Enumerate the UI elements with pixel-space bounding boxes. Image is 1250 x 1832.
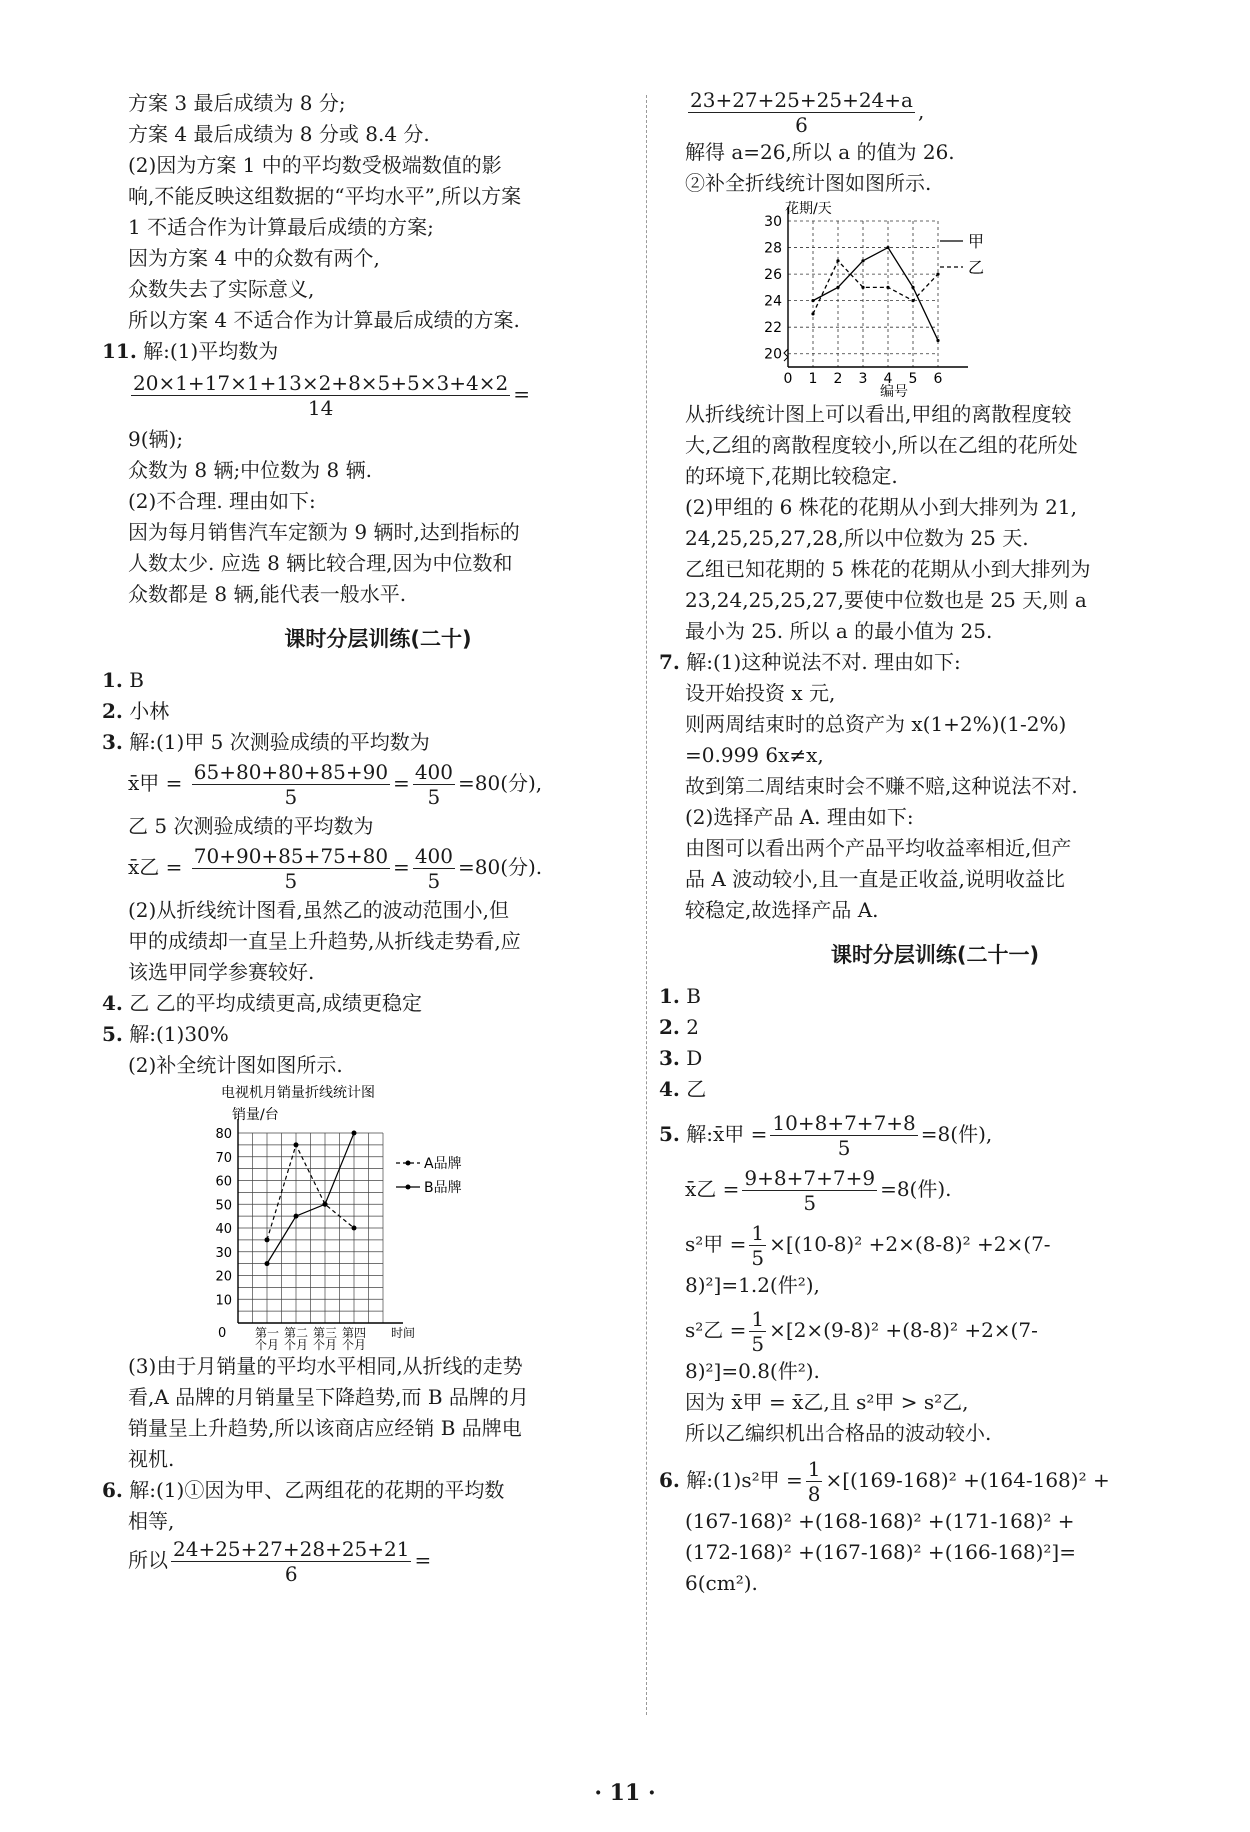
q11-number: 11. (102, 339, 137, 363)
q7-head (659, 647, 1185, 678)
answer-b2-number: 2. (659, 1015, 680, 1039)
answer-b3 (659, 1043, 1185, 1074)
chart1-grid (238, 1119, 403, 1323)
rl2-line: 乙组已知花期的 5 株花的花期从小到大排列为 (685, 557, 1091, 581)
b5-s2-den: 5 (751, 1332, 765, 1356)
p10-line: 方案 4 最后成绩为 8 分或 8.4 分. (128, 122, 430, 146)
p10-line: 响,不能反映这组数据的“平均水平”,所以方案 (128, 184, 522, 208)
answer-6-number: 6. (102, 1478, 123, 1502)
chart1-point (352, 1131, 357, 1136)
tv-sales-line-chart (188, 1081, 488, 1351)
answer-6-formula (128, 1537, 628, 1586)
q11-lines (128, 424, 628, 610)
chart2-xtick: 3 (858, 371, 868, 387)
answer-3-part2 (128, 895, 628, 988)
q11lines-line: 人数太少. 应选 8 辆比较合理,因为中位数和 (128, 551, 513, 575)
jia-num-1: 65+80+80+85+90 (193, 760, 389, 784)
answer-1 (102, 665, 628, 696)
b6-e: 6(cm²). (685, 1571, 758, 1595)
chart2-point (836, 259, 839, 262)
rl2-line: 大,乙组的离散程度较小,所以在乙组的花所处 (685, 433, 1078, 457)
chart2-point (861, 259, 864, 262)
b5-s2-a: ×[2×(9-8)² +(8-8)² +2×(7- (769, 1318, 1038, 1342)
p10-line: 所以方案 4 不适合作为计算最后成绩的方案. (128, 308, 520, 332)
b5-s1-num: 1 (751, 1221, 765, 1245)
a5p3-line: 看,A 品牌的月销量呈下降趋势,而 B 品牌的月 (128, 1385, 529, 1409)
a3p2-line: (2)从折线统计图看,虽然乙的波动范围小,但 (128, 898, 510, 922)
answer-6-fraction (171, 1537, 411, 1586)
answer-6-num: 24+25+27+28+25+21 (173, 1537, 410, 1561)
answer-1-number: 1. (102, 668, 123, 692)
chart1-ticks (215, 1127, 415, 1351)
q7-line: 由图可以看出两个产品平均收益率相近,但产 (685, 836, 1072, 860)
chart1-point (294, 1214, 299, 1219)
p10-line: 众数失去了实际意义, (128, 277, 315, 301)
r-fraction (688, 88, 915, 137)
q11lines-line: 众数为 8 辆;中位数为 8 辆. (128, 458, 372, 482)
chart2-xtick: 5 (908, 371, 918, 387)
yi-mean-symbol: x̄乙 = (128, 855, 183, 879)
q11-numerator: 20×1+17×1+13×2+8×5+5×3+4×2 (133, 371, 509, 395)
b6-num: 1 (807, 1457, 821, 1481)
b5-yi-fraction (742, 1166, 877, 1215)
jia-result: =80(分), (458, 771, 543, 795)
rl2-line: 的环境下,花期比较稳定. (685, 464, 898, 488)
chart2-xtick: 0 (783, 371, 793, 387)
chart1-ytick: 10 (215, 1293, 232, 1309)
section-title-20: 课时分层训练(二十) (284, 627, 472, 651)
rl2-line: 最小为 25. 所以 a 的最小值为 25. (685, 619, 993, 643)
chart1-xtick: 第四 (341, 1326, 367, 1340)
answer-4 (102, 988, 628, 1019)
rl2-line: 从折线统计图上可以看出,甲组的离散程度较 (685, 402, 1072, 426)
answer-b4-text: 乙 (686, 1077, 707, 1101)
b5-s1-a: ×[(10-8)² +2×(8-8)² +2×(7- (769, 1232, 1051, 1256)
chart1-legend (396, 1155, 462, 1196)
chart2-ytick: 26 (764, 267, 782, 284)
answer-5-part3 (128, 1351, 628, 1475)
b6-a: ×[(169-168)² +(164-168)² + (825, 1468, 1110, 1492)
chart1-legend-dot (406, 1185, 411, 1190)
q11-equals: = (513, 382, 530, 406)
q11lines-line: 因为每月销售汽车定额为 9 辆时,达到指标的 (128, 520, 520, 544)
r-tail: , (917, 99, 925, 123)
jia-num-2: 400 (414, 760, 453, 784)
answer-b2 (659, 1012, 1185, 1043)
chart1-origin: 0 (218, 1326, 227, 1341)
chart1-legend-label: A品牌 (424, 1156, 462, 1172)
rl2-line: 24,25,25,27,28,所以中位数为 25 天. (685, 526, 1029, 550)
answer-b6 (659, 1457, 1185, 1506)
answer-5-number: 5. (102, 1022, 123, 1046)
chart2-point (936, 339, 939, 342)
left-column (102, 88, 628, 1586)
chart1-xlabel: 时间 (391, 1326, 416, 1340)
chart1-point (352, 1226, 357, 1231)
b5-s1-den: 5 (751, 1246, 765, 1270)
answer-2 (102, 696, 628, 727)
answer-6 (102, 1475, 628, 1506)
answer-5 (102, 1019, 628, 1050)
b5-jia-den: 5 (837, 1136, 851, 1160)
chart1-ytick: 60 (215, 1174, 232, 1190)
q11-formula (128, 371, 628, 420)
jia-eq: = (393, 771, 410, 795)
b5-yi-result: =8(件). (880, 1177, 952, 1201)
answer-b1 (659, 981, 1185, 1012)
chart2-ylabel: 花期/天 (785, 201, 832, 217)
answer-3-yi-intro: 乙 5 次测验成绩的平均数为 (128, 814, 374, 838)
answer-b5-s2 (685, 1307, 1185, 1356)
q11-answer (102, 336, 628, 367)
chart2-legend-label: 甲 (968, 232, 985, 251)
answer-3 (102, 727, 628, 758)
rl1-line: 解得 a=26,所以 a 的值为 26. (685, 140, 955, 164)
section-title-21: 课时分层训练(二十一) (830, 943, 1040, 967)
chart2-xtick: 1 (808, 371, 818, 387)
q7-line: 较稳定,故选择产品 A. (685, 898, 879, 922)
chart2-xtick: 4 (883, 371, 893, 387)
answer-b5-yi (685, 1166, 1185, 1215)
answer-b1-text: B (686, 984, 701, 1008)
answer-3-number: 3. (102, 730, 123, 754)
b5-yi-lhs: x̄乙 = (685, 1177, 740, 1201)
r-lines-2 (685, 399, 1185, 647)
b5-conclusion-2: 所以乙编织机出合格品的波动较小. (685, 1421, 992, 1445)
answer-3-yi-formula (128, 844, 628, 893)
q7-number: 7. (659, 650, 680, 674)
rl1-line: ②补全折线统计图如图所示. (685, 171, 932, 195)
jia-fraction-2 (413, 760, 455, 809)
answer-3-intro: 解:(1)甲 5 次测验成绩的平均数为 (129, 730, 430, 754)
answer-5-p2: (2)补全统计图如图所示. (128, 1053, 343, 1077)
b5-jia-fraction (770, 1111, 917, 1160)
b6-den: 8 (807, 1482, 821, 1506)
chart2-legend (940, 232, 984, 277)
chart1-xtick: 个月 (312, 1338, 338, 1351)
chart1-point (323, 1202, 328, 1207)
chart1-legend-dot (406, 1161, 411, 1166)
r-den: 6 (795, 113, 808, 137)
jia-den-1: 5 (284, 785, 298, 809)
yi-eq: = (393, 855, 410, 879)
b5-yi-den: 5 (803, 1191, 817, 1215)
chart2-series-line-乙 (813, 261, 938, 314)
p10-line: (2)因为方案 1 中的平均数受极端数值的影 (128, 153, 502, 177)
b5-jia-lhs: 解:x̄甲 = (686, 1122, 768, 1146)
q11lines-line: 9(辆); (128, 427, 184, 451)
answer-4-number: 4. (102, 991, 123, 1015)
answer-b5-s1 (685, 1221, 1185, 1270)
b5-conclusion-1: 因为 x̄甲 = x̄乙,且 s²甲 > s²乙, (685, 1390, 969, 1414)
b5-s2-lhs: s²乙 = (685, 1318, 747, 1342)
q11lines-line: (2)不合理. 理由如下: (128, 489, 316, 513)
jia-fraction-1 (192, 760, 390, 809)
answer-6-pre: 所以 (128, 1548, 168, 1572)
a3p2-line: 该选甲同学参赛较好. (128, 960, 315, 984)
rl2-line: 23,24,25,25,27,要使中位数也是 25 天,则 a (685, 588, 1087, 612)
p10-line: 1 不适合作为计算最后成绩的方案; (128, 215, 434, 239)
q7-line: 故到第二周结束时会不赚不赔,这种说法不对. (685, 774, 1078, 798)
b6-fraction (806, 1457, 823, 1506)
answer-b2-text: 2 (686, 1015, 699, 1039)
page-number: · 11 · (594, 1780, 656, 1806)
chart1-legend-label: B品牌 (424, 1180, 462, 1196)
answer-5-p1: 解:(1)30% (129, 1022, 229, 1046)
chart2-point (911, 286, 914, 289)
chart1-xtick: 第二 (283, 1326, 309, 1340)
chart2-ytick: 20 (764, 346, 782, 363)
chart2-point (861, 286, 864, 289)
chart2-ytick: 30 (764, 214, 782, 230)
answer-b4 (659, 1074, 1185, 1105)
a5p3-line: (3)由于月销量的平均水平相同,从折线的走势 (128, 1354, 523, 1378)
b5-s2-num: 1 (751, 1307, 765, 1331)
r-num: 23+27+25+25+24+a (690, 88, 913, 112)
q11-intro: 解:(1)平均数为 (143, 339, 279, 363)
answer-2-text: 小林 (129, 699, 170, 723)
b5-s1-fraction (749, 1221, 766, 1270)
chart1-xtick: 个月 (254, 1338, 280, 1351)
answer-6-p2: 相等, (128, 1509, 175, 1533)
yi-fraction-1 (192, 844, 390, 893)
r-lines-1 (685, 137, 1185, 199)
r-formula (685, 88, 1185, 137)
yi-den-2: 5 (427, 869, 441, 893)
yi-result: =80(分). (458, 855, 543, 879)
q7-line: 则两周结束时的总资产为 x(1+2%)(1-2%) (685, 712, 1067, 736)
answer-6-eq: = (414, 1548, 432, 1572)
b6-b: (167-168)² +(168-168)² +(171-168)² + (685, 1509, 1075, 1533)
chart1-point (294, 1142, 299, 1147)
b5-s2-b: 8)²]=0.8(件²). (685, 1359, 820, 1383)
a5p3-line: 销量呈上升趋势,所以该商店应经销 B 品牌电 (128, 1416, 522, 1440)
p10-line: 方案 3 最后成绩为 8 分; (128, 91, 346, 115)
q7-lines (685, 678, 1185, 926)
right-column (659, 88, 1185, 1599)
yi-fraction-2 (413, 844, 455, 893)
chart1-ytick: 40 (215, 1222, 232, 1237)
chart2-series (811, 246, 939, 342)
yi-num-2: 400 (414, 844, 453, 868)
chart1-xtick: 个月 (283, 1338, 309, 1351)
column-divider (646, 95, 647, 1715)
b5-s1-lhs: s²甲 = (685, 1232, 747, 1256)
chart1-xtick: 第一 (254, 1326, 280, 1340)
chart1-ytick: 70 (215, 1150, 232, 1166)
q11lines-line: 众数都是 8 辆,能代表一般水平. (128, 582, 407, 606)
b5-jia-result: =8(件), (920, 1122, 993, 1146)
chart1-point (265, 1237, 270, 1242)
chart2-xtick: 2 (833, 371, 843, 387)
chart2-point (886, 246, 889, 249)
q7-line: 设开始投资 x 元, (685, 681, 836, 705)
answer-b1-number: 1. (659, 984, 680, 1008)
chart2-ytick: 22 (764, 320, 782, 337)
answer-2-number: 2. (102, 699, 123, 723)
q10-answer-tail (128, 88, 628, 336)
a5p3-line: 视机. (128, 1447, 175, 1471)
answer-1-text: B (129, 668, 144, 692)
chart2-xtick: 6 (933, 371, 943, 387)
chart2-point (886, 286, 889, 289)
chart2-ytick: 28 (764, 240, 782, 257)
chart1-ytick: 20 (215, 1269, 232, 1285)
b5-s2-fraction (749, 1307, 766, 1356)
b6-lhs: 解:(1)s²甲 = (686, 1468, 803, 1492)
rl2-line: (2)甲组的 6 株花的花期从小到大排列为 21, (685, 495, 1077, 519)
chart2-point (811, 312, 814, 315)
jia-mean-symbol: x̄甲 = (128, 771, 183, 795)
chart2-point (936, 272, 939, 275)
b5-s1-b: 8)²]=1.2(件²), (685, 1273, 820, 1297)
chart2-point (836, 286, 839, 289)
chart1-ytick: 30 (215, 1245, 232, 1261)
chart1-xtick: 第三 (312, 1326, 338, 1340)
chart1-ytick: 80 (215, 1127, 232, 1142)
jia-den-2: 5 (427, 785, 441, 809)
answer-b4-number: 4. (659, 1077, 680, 1101)
chart1-title: 电视机月销量折线统计图 (221, 1085, 375, 1101)
answer-b6-number: 6. (659, 1468, 680, 1492)
answer-b3-number: 3. (659, 1046, 680, 1070)
chart1-ylabel: 销量/台 (232, 1107, 279, 1123)
b6-c: (172-168)² +(167-168)² +(166-168)²]= (685, 1540, 1076, 1564)
b5-yi-num: 9+8+7+7+9 (744, 1166, 876, 1190)
chart2-xlabel: 编号 (880, 384, 908, 399)
p10-line: 因为方案 4 中的众数有两个, (128, 246, 380, 270)
chart2-point (811, 299, 814, 302)
chart1-point (265, 1261, 270, 1266)
answer-b5-jia (659, 1111, 1185, 1160)
flower-period-line-chart (685, 199, 985, 399)
q11-denominator: 14 (307, 396, 334, 420)
chart1-ytick: 50 (215, 1198, 232, 1214)
q7-line: =0.999 6x≠x, (685, 743, 824, 767)
answer-6-p1: 解:(1)①因为甲、乙两组花的花期的平均数 (129, 1478, 505, 1502)
yi-num-1: 70+90+85+75+80 (193, 844, 389, 868)
answer-4-text: 乙 乙的平均成绩更高,成绩更稳定 (129, 991, 422, 1015)
q11-fraction (131, 371, 510, 420)
chart2-point (911, 299, 914, 302)
q7-first-line: 解:(1)这种说法不对. 理由如下: (686, 650, 961, 674)
answer-3-jia-formula (128, 760, 628, 809)
q7-line: (2)选择产品 A. 理由如下: (685, 805, 914, 829)
answer-b3-text: D (686, 1046, 703, 1070)
chart2-legend-label: 乙 (968, 258, 985, 277)
b5-jia-num: 10+8+7+7+8 (772, 1111, 916, 1135)
chart1-xtick: 个月 (341, 1338, 367, 1351)
yi-den-1: 5 (284, 869, 298, 893)
q7-line: 品 A 波动较小,且一直是正收益,说明收益比 (685, 867, 1065, 891)
answer-6-den: 6 (284, 1562, 298, 1586)
a3p2-line: 甲的成绩却一直呈上升趋势,从折线走势看,应 (128, 929, 521, 953)
answer-b5-number: 5. (659, 1122, 680, 1146)
chart2-ytick: 24 (764, 293, 782, 310)
